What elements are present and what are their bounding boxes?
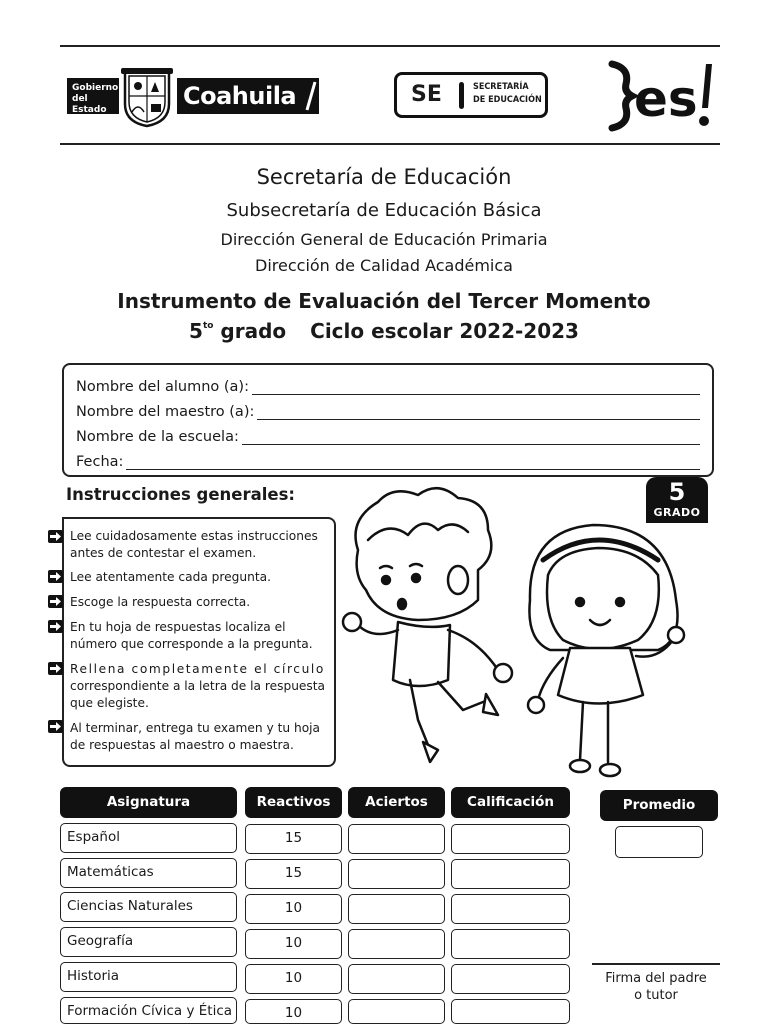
exam-title: Instrumento de Evaluación del Tercer Momento xyxy=(117,289,651,313)
aciertos-cell[interactable] xyxy=(348,894,445,924)
state-name: Coahuila xyxy=(177,78,319,114)
subject-cell: Geografía xyxy=(60,927,237,957)
se-full-name xyxy=(473,81,542,107)
instruction-line: En tu hoja de respuestas localiza el xyxy=(70,620,286,634)
subject-cell: Historia xyxy=(60,962,237,992)
header-calificacion: Calificación xyxy=(451,787,570,818)
gobierno-label xyxy=(67,78,119,114)
instruction-line: antes de contestar el examen. xyxy=(70,546,257,560)
header-aciertos: Aciertos xyxy=(348,787,445,818)
grade-word: grado xyxy=(220,319,287,343)
aciertos-cell[interactable] xyxy=(348,859,445,889)
coahuila-seal-icon xyxy=(117,66,177,128)
grade-label xyxy=(189,319,286,343)
promedio-field[interactable] xyxy=(615,826,703,858)
se-abbrev: SE xyxy=(411,82,442,107)
sep-logo xyxy=(394,72,548,118)
signature-label-line-1: Firma del padre xyxy=(605,971,707,986)
gobierno-line-2: del Estado xyxy=(72,94,107,115)
instruction-item xyxy=(70,661,330,712)
instruction-item xyxy=(70,720,330,754)
promedio-header: Promedio xyxy=(600,790,718,821)
svg-text:es: es xyxy=(634,70,698,128)
arrow-bullet-icon xyxy=(48,530,63,543)
field-fecha[interactable] xyxy=(76,446,700,470)
instruction-line: Rellena completamente el círculo xyxy=(70,662,325,676)
secretaria-title: Secretaría de Educación xyxy=(256,165,512,189)
field-maestro[interactable] xyxy=(76,396,700,420)
field-line[interactable] xyxy=(252,380,700,395)
field-label: Nombre del maestro (a): xyxy=(76,404,255,420)
arrow-bullet-icon xyxy=(48,570,63,583)
instruction-line: correspondiente a la letra de la respuesta xyxy=(70,679,326,693)
arrow-bullet-icon xyxy=(48,620,63,633)
subject-cell: Formación Cívica y Ética xyxy=(60,997,237,1024)
subject-cell: Ciencias Naturales xyxy=(60,892,237,922)
instructions-box xyxy=(62,517,336,767)
se-line-2: DE EDUCACIÓN xyxy=(473,95,542,105)
subsecretaria-title: Subsecretaría de Educación Básica xyxy=(226,200,542,221)
reactivos-cell: 10 xyxy=(245,929,342,959)
signature-label-line-2: o tutor xyxy=(634,988,678,1003)
se-divider xyxy=(459,82,464,109)
subject-cell: Español xyxy=(60,823,237,853)
calificacion-cell[interactable] xyxy=(451,999,570,1024)
field-alumno[interactable] xyxy=(76,371,700,395)
instruction-line: de respuestas al maestro o maestra. xyxy=(70,738,294,752)
grade-number: 5 xyxy=(189,319,203,343)
arrow-bullet-icon xyxy=(48,595,63,608)
instruction-item xyxy=(70,528,330,562)
reactivos-cell: 10 xyxy=(245,894,342,924)
gobierno-line-1: Gobierno xyxy=(72,83,119,93)
grade-superscript: to xyxy=(202,321,214,331)
reactivos-cell: 10 xyxy=(245,964,342,994)
field-label: Nombre de la escuela: xyxy=(76,429,239,445)
grade-badge-word: GRADO xyxy=(653,506,701,519)
field-line[interactable] xyxy=(242,430,700,445)
instruction-item xyxy=(70,569,330,586)
grade-badge-number: 5 xyxy=(668,478,686,506)
instruction-item xyxy=(70,619,330,653)
field-label: Nombre del alumno (a): xyxy=(76,379,249,395)
exam-subtitle xyxy=(0,319,768,343)
instruction-line: Escoge la respuesta correcta. xyxy=(70,595,251,609)
calificacion-cell[interactable] xyxy=(451,894,570,924)
calificacion-cell[interactable] xyxy=(451,929,570,959)
reactivos-cell: 15 xyxy=(245,859,342,889)
aciertos-cell[interactable] xyxy=(348,964,445,994)
student-info-box xyxy=(62,363,714,477)
slash-mark-icon xyxy=(305,80,319,112)
arrow-bullet-icon xyxy=(48,720,63,733)
children-illustration-icon xyxy=(338,480,698,790)
arrow-bullet-icon xyxy=(48,662,63,675)
subject-cell: Matemáticas xyxy=(60,858,237,888)
calificacion-cell[interactable] xyxy=(451,964,570,994)
reactivos-cell: 15 xyxy=(245,824,342,854)
aciertos-cell[interactable] xyxy=(348,824,445,854)
field-label: Fecha: xyxy=(76,454,124,470)
direccion-calidad-title: Dirección de Calidad Académica xyxy=(255,256,513,275)
es-brand-logo-icon xyxy=(608,58,720,134)
field-line[interactable] xyxy=(257,405,700,420)
header-top-rule xyxy=(60,45,720,47)
direccion-general-title: Dirección General de Educación Primaria xyxy=(220,230,548,249)
instruction-line: Lee atentamente cada pregunta. xyxy=(70,570,271,584)
instruction-line: Al terminar, entrega tu examen y tu hoja xyxy=(70,721,321,735)
calificacion-cell[interactable] xyxy=(451,859,570,889)
school-cycle: Ciclo escolar 2022-2023 xyxy=(310,319,579,343)
instruction-item xyxy=(70,594,330,611)
instruction-line: que elegiste. xyxy=(70,696,149,710)
calificacion-cell[interactable] xyxy=(451,824,570,854)
reactivos-cell: 10 xyxy=(245,999,342,1024)
field-line[interactable] xyxy=(126,455,700,470)
header-reactivos: Reactivos xyxy=(245,787,342,818)
aciertos-cell[interactable] xyxy=(348,929,445,959)
gobierno-coahuila-logo xyxy=(67,66,319,128)
instruction-line: número que corresponde a la pregunta. xyxy=(70,637,313,651)
signature-label xyxy=(592,970,720,1004)
instruction-line: Lee cuidadosamente estas instrucciones xyxy=(70,529,318,543)
header-asignatura: Asignatura xyxy=(60,787,237,818)
instructions-title: Instrucciones generales: xyxy=(66,485,296,504)
se-line-1: SECRETARÍA xyxy=(473,82,529,92)
header-bottom-rule xyxy=(60,143,720,145)
signature-line[interactable] xyxy=(592,963,720,965)
field-escuela[interactable] xyxy=(76,421,700,445)
aciertos-cell[interactable] xyxy=(348,999,445,1024)
